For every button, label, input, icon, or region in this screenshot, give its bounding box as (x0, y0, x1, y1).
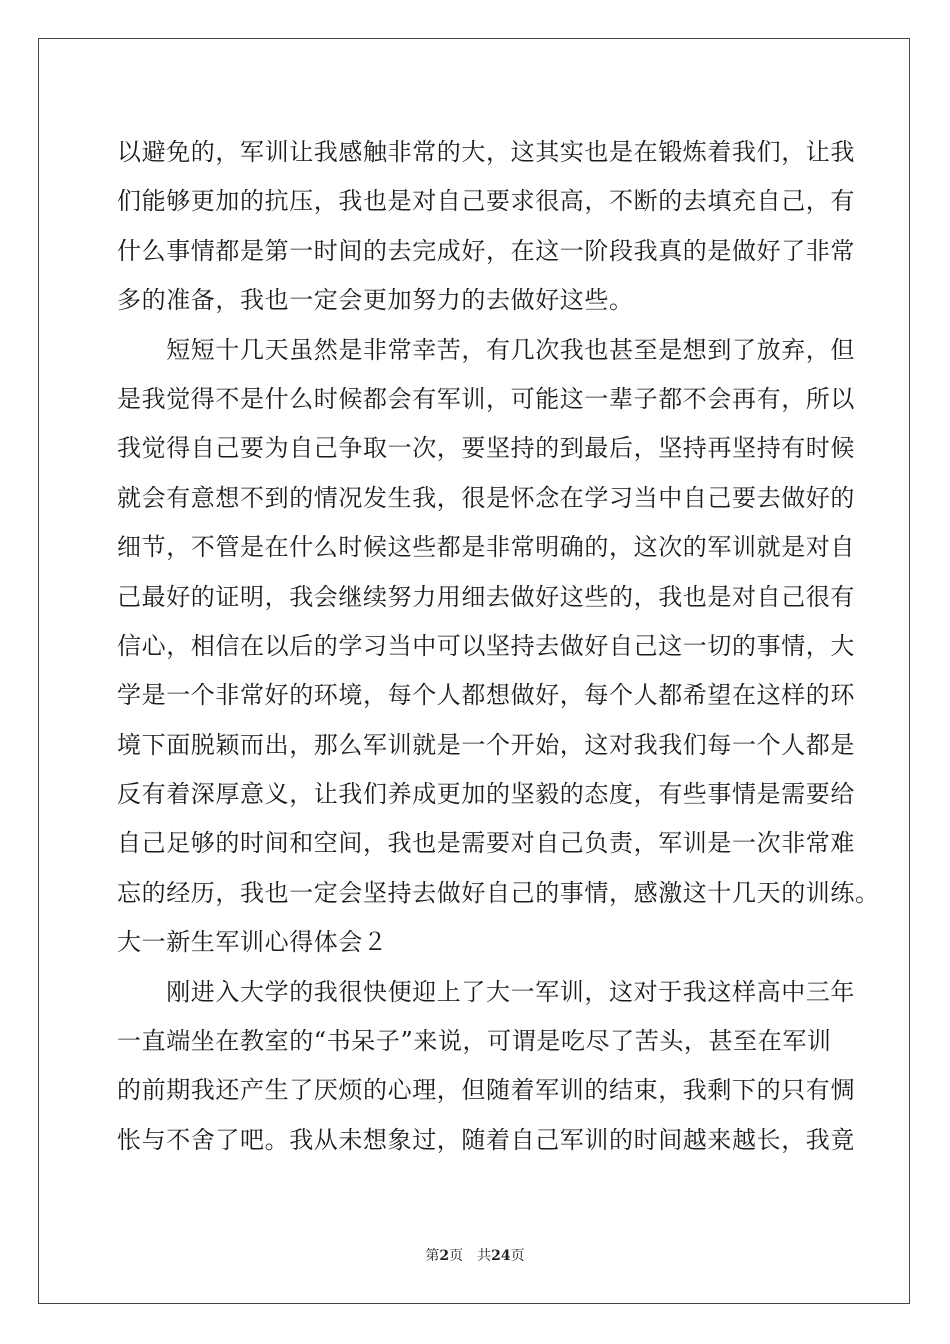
text-line: 境下面脱颖而出，那么军训就是一个开始，这对我我们每一个人都是 (117, 730, 855, 759)
text-line: 自己足够的时间和空间，我也是需要对自己负责，军训是一次非常难 (117, 829, 855, 858)
page-number: 2 (439, 1248, 450, 1264)
text-line: 的前期我还产生了厌烦的心理，但随着军训的结束，我剩下的只有惆 (117, 1076, 855, 1105)
text-line: 短短十几天虽然是非常幸苦，有几次我也甚至是想到了放弃，但 (117, 335, 855, 364)
text-line: 什么事情都是第一时间的去完成好，在这一阶段我真的是做好了非常 (117, 236, 855, 265)
text-line: 以避免的，军训让我感触非常的大，这其实也是在锻炼着我们，让我 (117, 138, 855, 166)
page-footer (0, 1245, 950, 1265)
section-heading: 大一新生军训心得体会２ (117, 928, 388, 957)
page-prefix: 第 (425, 1248, 440, 1264)
document-body (117, 128, 880, 1165)
page-total: 24 (491, 1248, 511, 1264)
text-line: 就会有意想不到的情况发生我，很是怀念在学习当中自己要去做好的 (117, 483, 855, 512)
text-line: 学是一个非常好的环境，每个人都想做好，每个人都希望在这样的环 (117, 681, 855, 710)
text-line: 我觉得自己要为自己争取一次，要坚持的到最后，坚持再坚持有时候 (117, 434, 855, 463)
text-line: 们能够更加的抗压，我也是对自己要求很高，不断的去填充自己，有 (117, 187, 855, 216)
text-line: 己最好的证明，我会继续努力用细去做好这些的，我也是对自己很有 (117, 582, 855, 611)
total-unit: 页 (510, 1248, 525, 1264)
text-line: 是我觉得不是什么时候都会有军训，可能这一辈子都不会再有，所以 (117, 384, 855, 413)
text-line: 多的准备，我也一定会更加努力的去做好这些。 (117, 286, 634, 315)
text-line: 刚进入大学的我很快便迎上了大一军训，这对于我这样高中三年 (117, 977, 855, 1006)
page-unit: 页 (449, 1248, 464, 1264)
text-line: 忘的经历，我也一定会坚持去做好自己的事情，感激这十几天的训练。 (117, 878, 880, 907)
text-line: 信心，相信在以后的学习当中可以坚持去做好自己这一切的事情，大 (117, 631, 855, 660)
text-line: 一直端坐在教室的“书呆子”来说，可谓是吃尽了苦头，甚至在军训 (117, 1027, 832, 1056)
text-line: 怅与不舍了吧。我从未想象过，随着自己军训的时间越来越长，我竟 (117, 1125, 855, 1154)
text-line: 反有着深厚意义，让我们养成更加的坚毅的态度，有些事情是需要给 (117, 780, 855, 809)
text-line: 细节，不管是在什么时候这些都是非常明确的，这次的军训就是对自 (117, 533, 855, 562)
total-prefix: 共 (477, 1248, 492, 1264)
